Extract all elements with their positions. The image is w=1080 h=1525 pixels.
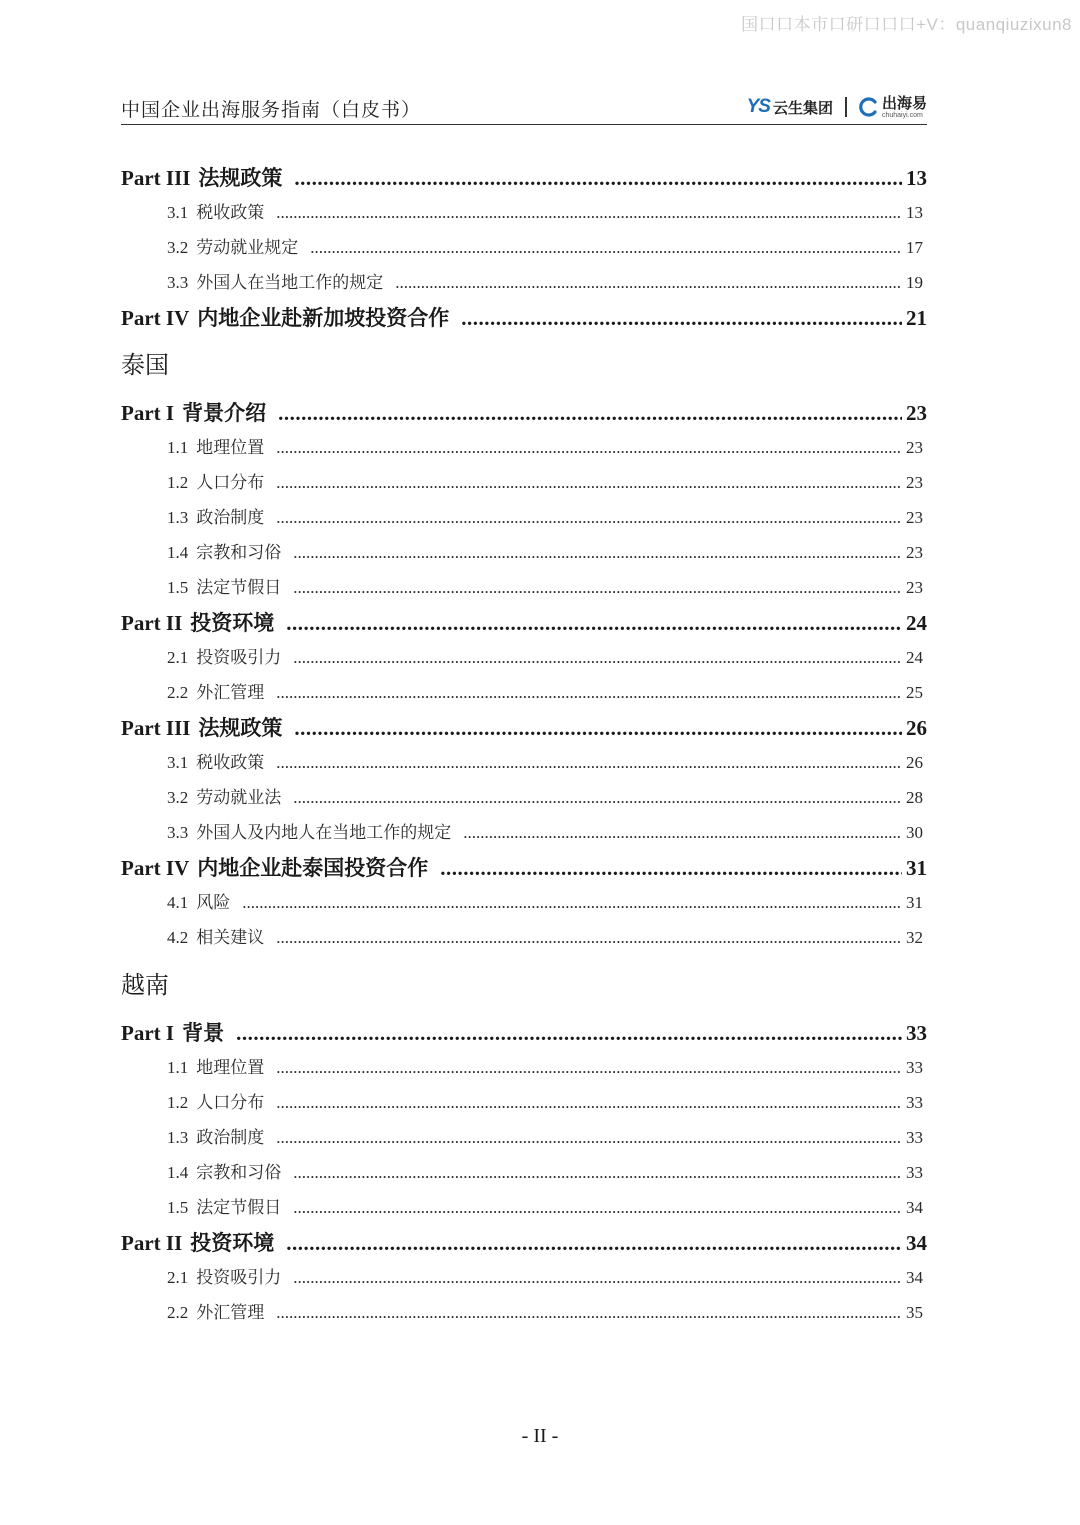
toc-leader-dots — [293, 535, 902, 570]
toc-section-title: 人口分布 — [196, 1093, 265, 1113]
toc-page-number: 33 — [906, 1058, 923, 1077]
toc-leader-dots — [310, 230, 902, 265]
country-heading-vietnam: 越南 — [121, 971, 169, 999]
toc-section-entry[interactable] — [121, 570, 927, 605]
toc-leader-dots — [276, 465, 902, 500]
toc-section-title: 外汇管理 — [196, 1303, 265, 1323]
toc-leader-dots — [293, 1260, 902, 1295]
toc-section-title: 外国人在当地工作的规定 — [196, 273, 384, 293]
toc-part-title: 内地企业赴新加坡投资合作 — [197, 305, 450, 330]
toc-section-number: 3.1 — [167, 753, 189, 772]
toc-leader-dots — [276, 920, 902, 955]
toc-part-entry[interactable] — [121, 395, 927, 430]
toc-part-entry[interactable] — [121, 1225, 927, 1260]
toc-part-entry[interactable] — [121, 160, 927, 195]
toc-section-entry[interactable] — [121, 1050, 927, 1085]
toc-leader-dots — [276, 675, 902, 710]
toc-section-title: 人口分布 — [196, 473, 265, 493]
toc-page-number: 23 — [906, 438, 923, 457]
toc-leader-dots — [286, 1226, 902, 1260]
toc-leader-dots — [294, 711, 902, 745]
toc-section-title: 投资吸引力 — [196, 648, 282, 668]
toc-section-title: 外汇管理 — [196, 683, 265, 703]
toc-section-entry[interactable] — [121, 535, 927, 570]
toc-leader-dots — [276, 430, 902, 465]
toc-section-entry[interactable] — [121, 640, 927, 675]
toc-section-title: 投资吸引力 — [196, 1268, 282, 1288]
toc-part-entry[interactable] — [121, 850, 927, 885]
toc-leader-dots — [395, 265, 902, 300]
document-title: 中国企业出海服务指南（白皮书） — [121, 100, 422, 121]
toc-section-number: 4.1 — [167, 893, 189, 912]
toc-section-number: 3.2 — [167, 788, 189, 807]
toc-leader-dots — [276, 195, 902, 230]
toc-section-entry[interactable] — [121, 465, 927, 500]
header-logos — [747, 92, 927, 122]
toc-leader-dots — [294, 161, 902, 195]
toc-part-number: Part I — [121, 401, 175, 425]
toc-leader-dots — [293, 1155, 902, 1190]
toc-section-number: 3.3 — [167, 273, 189, 292]
toc-page-number: 13 — [906, 203, 923, 222]
toc-section-title: 宗教和习俗 — [196, 1163, 282, 1183]
toc-part-number: Part I — [121, 1021, 175, 1045]
watermark-text: 国口口本市口研口口口+V：quanqiuzixun8 — [741, 15, 1072, 34]
toc-page-number: 35 — [906, 1303, 923, 1322]
toc-section-number: 2.2 — [167, 683, 189, 702]
toc-section-title: 法定节假日 — [196, 578, 282, 598]
toc-section-title: 相关建议 — [196, 928, 265, 948]
page-number: - II - — [521, 1425, 559, 1447]
toc-section-entry[interactable] — [121, 745, 927, 780]
toc-section-number: 1.2 — [167, 1093, 189, 1112]
toc-section-entry[interactable] — [121, 1295, 927, 1330]
toc-leader-dots — [286, 606, 902, 640]
toc-part-entry[interactable] — [121, 605, 927, 640]
toc-section-entry[interactable] — [121, 1155, 927, 1190]
ys-logo-name: 云生集团 — [772, 98, 833, 117]
toc-section-number: 2.2 — [167, 1303, 189, 1322]
toc-page-number: 33 — [906, 1021, 927, 1045]
toc-leader-dots — [293, 640, 902, 675]
toc-page-number: 21 — [906, 306, 927, 330]
toc-page-number: 26 — [906, 753, 923, 772]
ys-group-logo — [747, 96, 833, 118]
toc-page-number: 25 — [906, 683, 923, 702]
toc-section-entry[interactable] — [121, 780, 927, 815]
toc-leader-dots — [293, 780, 902, 815]
toc-page-number: 24 — [906, 648, 923, 667]
toc-part-entry[interactable] — [121, 300, 927, 335]
table-of-contents — [121, 160, 927, 1330]
toc-leader-dots — [461, 301, 902, 335]
toc-section-entry[interactable] — [121, 1260, 927, 1295]
toc-page-number: 23 — [906, 401, 927, 425]
chuhaiyi-logo — [859, 93, 927, 119]
toc-page-number: 26 — [906, 716, 927, 740]
chuhaiyi-logo-domain: chuhaiyi.com — [881, 111, 923, 119]
toc-leader-dots — [236, 1016, 902, 1050]
page-header — [121, 92, 927, 125]
toc-page-number: 23 — [906, 543, 923, 562]
toc-page-number: 34 — [906, 1231, 927, 1255]
toc-section-title: 劳动就业法 — [196, 788, 282, 808]
toc-page-number: 32 — [906, 928, 923, 947]
toc-page-number: 31 — [906, 856, 927, 880]
toc-section-number: 3.2 — [167, 238, 189, 257]
logo-divider — [845, 97, 847, 117]
toc-leader-dots — [278, 396, 902, 430]
toc-leader-dots — [463, 815, 902, 850]
toc-part-title: 投资环境 — [190, 1230, 275, 1255]
toc-section-title: 税收政策 — [196, 203, 265, 223]
toc-section-entry[interactable] — [121, 230, 927, 265]
toc-section-number: 1.3 — [167, 1128, 189, 1147]
toc-page-number: 23 — [906, 473, 923, 492]
toc-part-number: Part IV — [121, 856, 190, 880]
toc-page-number: 34 — [906, 1268, 923, 1287]
toc-section-title: 风险 — [196, 893, 231, 913]
toc-part-entry[interactable] — [121, 710, 927, 745]
toc-leader-dots — [276, 745, 902, 780]
ys-logo-mark: YS — [746, 96, 770, 117]
toc-leader-dots — [293, 570, 902, 605]
toc-page-number: 30 — [906, 823, 923, 842]
toc-section-title: 政治制度 — [196, 508, 265, 528]
toc-leader-dots — [276, 1050, 902, 1085]
toc-section-number: 1.4 — [167, 1163, 189, 1182]
toc-page-number: 33 — [906, 1093, 923, 1112]
toc-part-number: Part IV — [121, 306, 190, 330]
toc-part-title: 法规政策 — [198, 165, 283, 190]
toc-page-number: 33 — [906, 1128, 923, 1147]
toc-section-title: 法定节假日 — [196, 1198, 282, 1218]
toc-section-title: 税收政策 — [196, 753, 265, 773]
toc-part-title: 内地企业赴泰国投资合作 — [197, 855, 429, 880]
toc-part-number: Part II — [121, 1231, 183, 1255]
toc-section-title: 地理位置 — [196, 1058, 265, 1078]
toc-section-entry[interactable] — [121, 920, 927, 955]
toc-section-entry[interactable] — [121, 195, 927, 230]
toc-leader-dots — [276, 1120, 902, 1155]
toc-leader-dots — [276, 1295, 902, 1330]
toc-section-number: 1.1 — [167, 438, 189, 457]
toc-leader-dots — [293, 1190, 902, 1225]
toc-section-entry[interactable] — [121, 1190, 927, 1225]
toc-part-entry[interactable] — [121, 1015, 927, 1050]
toc-leader-dots — [276, 500, 902, 535]
toc-part-title: 背景介绍 — [182, 400, 267, 425]
toc-section-number: 3.1 — [167, 203, 189, 222]
toc-part-number: Part III — [121, 716, 191, 740]
toc-page-number: 19 — [906, 273, 923, 292]
toc-section-entry[interactable] — [121, 885, 927, 920]
toc-section-number: 1.2 — [167, 473, 189, 492]
toc-part-title: 投资环境 — [190, 610, 275, 635]
toc-section-number: 2.1 — [167, 648, 189, 667]
toc-section-number: 3.3 — [167, 823, 189, 842]
toc-section-title: 外国人及内地人在当地工作的规定 — [196, 823, 452, 843]
toc-section-number: 2.1 — [167, 1268, 189, 1287]
toc-section-number: 1.4 — [167, 543, 189, 562]
toc-page-number: 23 — [906, 508, 923, 527]
chuhaiyi-c-icon — [859, 97, 879, 117]
toc-section-entry[interactable] — [121, 1085, 927, 1120]
toc-section-title: 劳动就业规定 — [196, 238, 299, 258]
toc-section-entry[interactable] — [121, 430, 927, 465]
toc-section-number: 1.1 — [167, 1058, 189, 1077]
toc-leader-dots — [242, 885, 902, 920]
toc-section-entry[interactable] — [121, 675, 927, 710]
toc-section-number: 1.3 — [167, 508, 189, 527]
toc-leader-dots — [276, 1085, 902, 1120]
toc-page-number: 31 — [906, 893, 923, 912]
toc-section-title: 政治制度 — [196, 1128, 265, 1148]
toc-section-number: 4.2 — [167, 928, 189, 947]
toc-part-number: Part III — [121, 166, 191, 190]
toc-part-number: Part II — [121, 611, 183, 635]
toc-page-number: 33 — [906, 1163, 923, 1182]
chuhaiyi-logo-name: 出海易 — [881, 93, 927, 112]
country-heading-thailand: 泰国 — [121, 351, 169, 379]
toc-page-number: 23 — [906, 578, 923, 597]
toc-section-number: 1.5 — [167, 1198, 189, 1217]
toc-page-number: 24 — [906, 611, 927, 635]
toc-section-entry[interactable] — [121, 1120, 927, 1155]
toc-section-title: 地理位置 — [196, 438, 265, 458]
toc-page-number: 13 — [906, 166, 927, 190]
toc-section-number: 1.5 — [167, 578, 189, 597]
toc-section-entry[interactable] — [121, 265, 927, 300]
toc-page-number: 28 — [906, 788, 923, 807]
toc-page-number: 17 — [906, 238, 923, 257]
toc-page-number: 34 — [906, 1198, 923, 1217]
toc-part-title: 背景 — [182, 1020, 225, 1045]
toc-part-title: 法规政策 — [198, 715, 283, 740]
toc-section-entry[interactable] — [121, 500, 927, 535]
toc-section-entry[interactable] — [121, 815, 927, 850]
toc-leader-dots — [440, 851, 902, 885]
toc-section-title: 宗教和习俗 — [196, 543, 282, 563]
